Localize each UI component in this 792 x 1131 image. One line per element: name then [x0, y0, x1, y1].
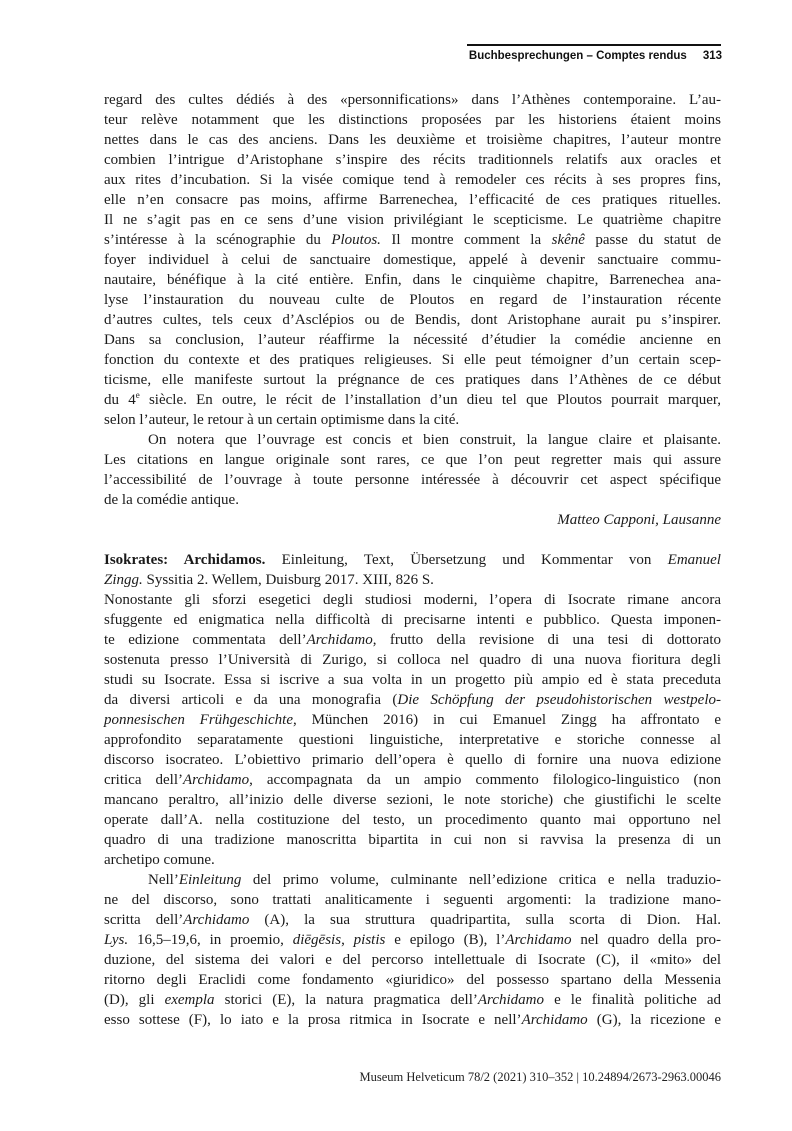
- italic-text: Die Schöpfung der pseudohistorischen westpelo-: [397, 692, 721, 708]
- text-run: sostenuta presso l’Università di Zurigo, si colloca nel quadro di una nuova fioritura degli: [104, 652, 721, 668]
- italic-text: Zingg.: [104, 572, 143, 588]
- text-line: [104, 790, 721, 810]
- text-line: [104, 510, 721, 530]
- italic-text: Archidamo: [505, 932, 572, 948]
- text-line: [104, 890, 721, 910]
- text-run: 16,5–19,6, in proemio,: [128, 932, 293, 948]
- text-run: esso sottese (F), lo iato e la prosa ritmica in Isocrate e nell’: [104, 1012, 522, 1028]
- text-line: [104, 450, 721, 470]
- italic-text: Matteo Capponi, Lausanne: [557, 512, 721, 528]
- italic-text: skênê: [551, 232, 585, 248]
- text-line: [104, 350, 721, 370]
- text-run: critica dell’: [104, 772, 183, 788]
- text-line: [104, 230, 721, 250]
- italic-text: Emanuel: [667, 552, 721, 568]
- text-line: [104, 410, 721, 430]
- text-run: te edizione commentata dell’: [104, 632, 307, 648]
- text-line: [104, 290, 721, 310]
- text-run: l’accessibilité de l’ouvrage à toute personne intéressée à découvrir cet aspect spécifique: [104, 472, 721, 488]
- text-run: s’intéresse à la scénographie du: [104, 232, 332, 248]
- italic-text: Ploutos.: [331, 232, 381, 248]
- text-run: regard des cultes dédiés à des «personnifications» dans l’Athènes contemporaine. L’au-: [104, 92, 721, 108]
- italic-text: exempla: [164, 992, 215, 1008]
- text-line: [104, 570, 721, 590]
- section-title: Buchbesprechungen – Comptes rendus: [468, 50, 687, 62]
- text-run: e epilogo (B), l’: [385, 932, 506, 948]
- text-line: [104, 550, 721, 570]
- text-line: [104, 590, 721, 610]
- header-rule: [467, 44, 721, 46]
- text-run: duzione, del sistema dei valori e del percorso intellettuale di Isocrate (C), il «mito» del: [104, 952, 721, 968]
- text-run: nel quadro della pro-: [571, 932, 722, 948]
- text-run: scritta dell’: [104, 912, 184, 928]
- text-run: nautaire, bénéfique à la cité entière. Enfin, dans le cinquième chapitre, Barrenechea ana-: [104, 272, 721, 288]
- text-run: mancano peraltro, all’inizio delle diverse sezioni, le note storiche) che giustifichi le scelte: [104, 792, 721, 808]
- text-line: [104, 630, 721, 650]
- text-line: [104, 970, 721, 990]
- italic-text: Einleitung: [178, 872, 242, 888]
- text-line: [104, 310, 721, 330]
- review-signature: [104, 510, 721, 530]
- text-run: e: [135, 390, 140, 400]
- text-line: [104, 770, 721, 790]
- text-line: [104, 210, 721, 230]
- text-line: [104, 690, 721, 710]
- text-run: foyer individuel à celui de sanctuaire domestique, appelé à devenir sanctuaire commu-: [104, 252, 721, 268]
- italic-text: Archidamo: [521, 1012, 588, 1028]
- text-run: d’autres cultes, tels ceux d’Asclépios ou de Bendis, dont Aristophane aurait pu s’inspirer.: [104, 312, 721, 328]
- text-line: [104, 190, 721, 210]
- text-run: del primo volume, culminante nell’edizione critica e nella traduzio-: [241, 872, 721, 888]
- paragraph: [104, 870, 721, 1030]
- text-run: aux rites d’incubation. Si la visée comique tend à remodeler ces récits à ses propres fins,: [104, 172, 721, 188]
- text-line: [104, 390, 721, 410]
- text-line: [104, 430, 721, 450]
- text-line: [104, 830, 721, 850]
- text-line: [104, 370, 721, 390]
- text-run: nettes dans le cas des anciens. Dans les deuxième et troisième chapitres, l’auteur montre: [104, 132, 721, 148]
- footer-citation: Museum Helveticum 78/2 (2021) 310–352 | 10.24894/2673-2963.00046: [359, 1070, 721, 1084]
- text-run: (A), la sua struttura quadripartita, sulla scorta di Dion. Hal.: [249, 912, 721, 928]
- text-line: [104, 850, 721, 870]
- paragraph: [104, 550, 721, 590]
- text-line: [104, 750, 721, 770]
- text-line: [104, 710, 721, 730]
- page-number: 313: [702, 50, 722, 62]
- text-run: Syssitia 2. Wellem, Duisburg 2017. XIII, 826 S.: [142, 572, 434, 588]
- text-run: , München 2016) in cui Emanuel Zingg ha affrontato e: [292, 712, 721, 728]
- text-line: [104, 810, 721, 830]
- italic-text: Lys.: [104, 932, 129, 948]
- text-line: [104, 470, 721, 490]
- italic-text: Archidamo: [477, 992, 544, 1008]
- text-run: lyse l’instauration du nouveau culte de Ploutos en regard de l’instauration récente: [104, 292, 721, 308]
- text-run: Dans sa conclusion, l’auteur réaffirme la nécessité d’étudier la comédie ancienne en: [104, 332, 721, 348]
- text-run: da diversi articoli e da una monografia (: [104, 692, 398, 708]
- text-run: ticisme, elle manifeste surtout la prégnance de ces pratiques dans l’Athènes de ce début: [104, 372, 721, 388]
- text-run: passe du statut de: [584, 232, 721, 248]
- text-run: ritorno degli Eraclidi come fondamento «giuridico» del possesso spartano della Messenia: [104, 972, 721, 988]
- text-run: ne del discorso, sono trattati analiticamente i seguenti argomenti: la tradizione mano-: [104, 892, 721, 908]
- text-run: teur relève notamment que les distinctions proposées par les historiens étaient moins: [104, 112, 721, 128]
- text-run: , accompagnata da un ampio commento filologico-linguistico (non: [249, 772, 721, 788]
- text-run: Nonostante gli sforzi esegetici degli studiosi moderni, l’opera di Isocrate rimane ancora: [104, 592, 721, 608]
- page-body: [104, 90, 721, 1030]
- text-run: fonction du contexte et des pratiques religieuses. Si elle peut témoigner d’un certain scep-: [104, 352, 721, 368]
- text-line: [104, 250, 721, 270]
- text-line: [104, 270, 721, 290]
- text-run: de la comédie antique.: [104, 492, 239, 508]
- text-line: [104, 90, 721, 110]
- text-line: [104, 910, 721, 930]
- text-line: [104, 950, 721, 970]
- text-run: e le finalità politiche ad: [543, 992, 721, 1008]
- text-line: [104, 930, 721, 950]
- text-line: [104, 870, 721, 890]
- paragraph: [104, 590, 721, 870]
- text-run: Einleitung, Text, Übersetzung und Kommentar von: [265, 552, 668, 568]
- text-line: [104, 610, 721, 630]
- text-line: [104, 330, 721, 350]
- text-run: siècle. En outre, le récit de l’installation d’un dieu tel que Ploutos pourrait marquer,: [139, 392, 722, 408]
- text-run: studi su Isocrate. Essa si iscrive a sua volta in un progetto più ampio ed è stata preceduta: [104, 672, 721, 688]
- text-run: (G), la ricezione e: [587, 1012, 721, 1028]
- text-run: approfondito separatamente questioni linguistiche, interpretative e storiche connesse al: [104, 732, 721, 748]
- text-run: selon l’auteur, le retour à un certain optimisme dans la cité.: [104, 412, 460, 428]
- text-run: Les citations en langue originale sont rares, ce que l’on peut regretter mais qui assure: [104, 452, 721, 468]
- running-head: [469, 50, 722, 62]
- italic-text: pistis: [353, 932, 386, 948]
- italic-text: Archidamo: [306, 632, 373, 648]
- text-run: Il montre comment la: [380, 232, 552, 248]
- italic-text: Archidamo: [183, 772, 250, 788]
- paragraph: [104, 90, 721, 430]
- italic-text: diēgēsis: [292, 932, 342, 948]
- text-run: (D), gli: [104, 992, 165, 1008]
- text-run: ,: [341, 932, 354, 948]
- text-line: [104, 650, 721, 670]
- text-run: , frutto della revisione di una tesi di dottorato: [372, 632, 722, 648]
- text-line: [104, 130, 721, 150]
- paragraph: [104, 430, 721, 510]
- block-gap: [104, 530, 721, 550]
- text-line: [104, 490, 721, 510]
- text-run: archetipo comune.: [104, 852, 215, 868]
- text-run: operate dall’A. nella costituzione del testo, un procedimento quanto mai opportuno nel: [104, 812, 721, 828]
- text-line: [104, 1010, 721, 1030]
- bold-title: Isokrates: Archidamos.: [104, 552, 266, 568]
- italic-text: ponnesischen Frühgeschichte: [104, 712, 293, 728]
- text-line: [104, 990, 721, 1010]
- text-run: On notera que l’ouvrage est concis et bien construit, la langue claire et plaisante.: [148, 432, 721, 448]
- text-run: storici (E), la natura pragmatica dell’: [214, 992, 478, 1008]
- text-run: quadro di una tradizione manoscritta bipartita in cui non si ravvisa la presenza di un: [104, 832, 721, 848]
- text-line: [104, 150, 721, 170]
- italic-text: Archidamo: [183, 912, 250, 928]
- text-run: Il ne s’agit pas en ce sens d’une vision privilégiant le scepticisme. Le quatrième chapitre: [104, 212, 721, 228]
- text-line: [104, 170, 721, 190]
- text-line: [104, 110, 721, 130]
- text-line: [104, 730, 721, 750]
- text-line: [104, 670, 721, 690]
- text-run: elle n’en consacre pas moins, affirme Barrenechea, l’efficacité de ces pratiques rituelles.: [104, 192, 721, 208]
- text-run: combien l’intrigue d’Aristophane s’inspire des récits traditionnels relatifs aux oracles et: [104, 152, 721, 168]
- text-run: discorso isocrateo. L’obiettivo primario dell’opera è quello di fornire una nuova edizione: [104, 752, 721, 768]
- text-run: du 4: [104, 392, 136, 408]
- text-run: Nell’: [148, 872, 179, 888]
- text-run: sfuggente ed enigmatica nella difficoltà di precisarne intenti e pubblico. Questa imponen-: [104, 612, 721, 628]
